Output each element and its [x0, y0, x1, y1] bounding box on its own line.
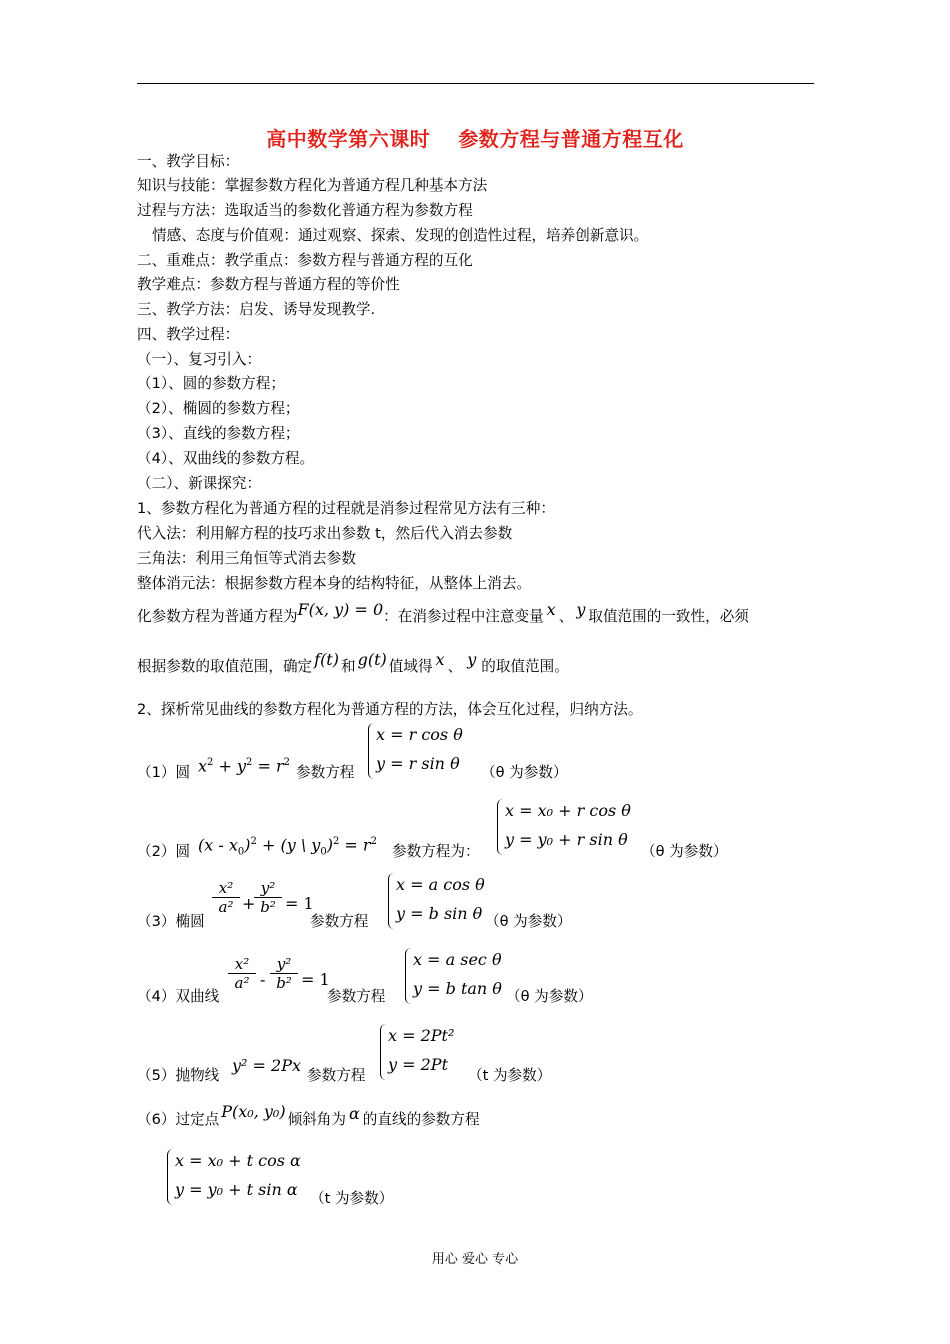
text-line: （1）、圆的参数方程；: [137, 375, 285, 392]
item-2-system: x = x₀ + r cos θ y = y₀ + r sin θ: [497, 799, 637, 857]
text-line: （3）、直线的参数方程；: [137, 425, 300, 442]
item-2-equation: $(x - x_0)^2 + (y$ \ $y_0)^2 = r^2$: [198, 835, 377, 858]
equals-one: = 1: [285, 894, 314, 913]
item-5-mid: 参数方程: [307, 1067, 366, 1084]
item-2-mid: 参数方程为：: [392, 843, 480, 860]
header-rule: [137, 83, 814, 84]
text-line: （二）、新课探究：: [137, 475, 262, 492]
equals-one: = 1: [301, 970, 330, 989]
item-6-note: （t 为参数）: [310, 1190, 394, 1207]
text-line: 2、探析常见曲线的参数方程化为普通方程的方法，体会互化过程，归纳方法。: [137, 701, 643, 718]
text-line: 化参数方程为普通方程为F(x, y) = 0：在消参过程中注意变量 x 、 y 取值范围的一致性，必须: [137, 600, 749, 625]
point-P: P(x₀, y₀): [221, 1102, 286, 1121]
page-title: 高中数学第六课时 参数方程与普通方程互化: [266, 127, 684, 151]
text-line: 教学难点：参数方程与普通方程的等价性: [137, 276, 400, 293]
text-line: 三、教学方法：启发、诱导发现教学.: [137, 301, 376, 318]
text-line: 二、重难点：教学重点：参数方程与普通方程的互化: [137, 252, 473, 269]
item-4-frac-x: $\frac{\text{x²}}{\text{a²}}$: [228, 955, 256, 992]
item-3-label: （3）椭圆: [137, 913, 205, 930]
item-5-equation: y² = 2Px: [232, 1056, 301, 1075]
item-1-label: （1）圆: [137, 764, 191, 781]
item-6-system: x = x₀ + t cos α y = y₀ + t sin α: [167, 1149, 307, 1207]
item-4-note: （θ 为参数）: [506, 988, 593, 1005]
item-4-system: x = a sec θ y = b tan θ: [405, 948, 505, 1006]
text-line: 整体消元法：根据参数方程本身的结构特征，从整体上消去。: [137, 575, 532, 592]
item-1-equation: $x^2 + y^2 = r^2$: [198, 756, 291, 776]
item-3-note: （θ 为参数）: [485, 913, 572, 930]
formula-F: F(x, y) = 0: [297, 600, 384, 619]
item-4-mid: 参数方程: [327, 988, 386, 1005]
page-footer: 用心 爱心 专心: [431, 1252, 519, 1267]
text-line: 代入法：利用解方程的技巧求出参数 t，然后代入消去参数: [137, 525, 513, 542]
plus-sign: +: [242, 894, 256, 913]
text-line: （4）、双曲线的参数方程。: [137, 450, 315, 467]
text-line: 三角法：利用三角恒等式消去参数: [137, 550, 356, 567]
item-3-system: x = a cos θ y = b sin θ: [388, 873, 488, 931]
item-1-note: （θ 为参数）: [481, 764, 568, 781]
item-5-label: （5）抛物线: [137, 1067, 220, 1084]
item-4-frac-y: $\frac{\text{y²}}{\text{b²}}$: [270, 955, 298, 992]
item-5-system: x = 2Pt² y = 2Pt: [380, 1024, 480, 1082]
text-line: 一、教学目标：: [137, 153, 240, 170]
text-line: 1、参数方程化为普通方程的过程就是消参过程常见方法有三种：: [137, 500, 555, 517]
text-line: 情感、态度与价值观：通过观察、探索、发现的创造性过程，培养创新意识。: [152, 227, 649, 244]
item-2-note: （θ 为参数）: [641, 843, 728, 860]
text-line: （2）、椭圆的参数方程；: [137, 400, 300, 417]
text-line: 四、教学过程：: [137, 326, 240, 343]
item-5-note: （t 为参数）: [468, 1067, 552, 1084]
item-3-frac-x: $\frac{\text{x²}}{\text{a²}}$: [212, 879, 240, 916]
item-1-mid: 参数方程: [296, 764, 355, 781]
item-2-label: （2）圆: [137, 843, 191, 860]
text-line: （一）、复习引入：: [137, 351, 262, 368]
text-line: 根据参数的取值范围，确定 f(t) 和 g(t) 值域得 x 、 y 的取值范围。: [137, 650, 569, 675]
item-4-label: （4）双曲线: [137, 988, 220, 1005]
text-line: 知识与技能：掌握参数方程化为普通方程几种基本方法: [137, 177, 488, 194]
item-3-frac-y: $\frac{\text{y²}}{\text{b²}}$: [254, 879, 282, 916]
item-3-mid: 参数方程: [310, 913, 369, 930]
minus-sign: -: [260, 970, 266, 989]
item-1-system: x = r cos θ y = r sin θ: [368, 723, 488, 781]
text-line: （6）过定点 P(x₀, y₀) 倾斜角为 α 的直线的参数方程: [137, 1102, 480, 1128]
text-line: 过程与方法：选取适当的参数化普通方程为参数方程: [137, 202, 473, 219]
